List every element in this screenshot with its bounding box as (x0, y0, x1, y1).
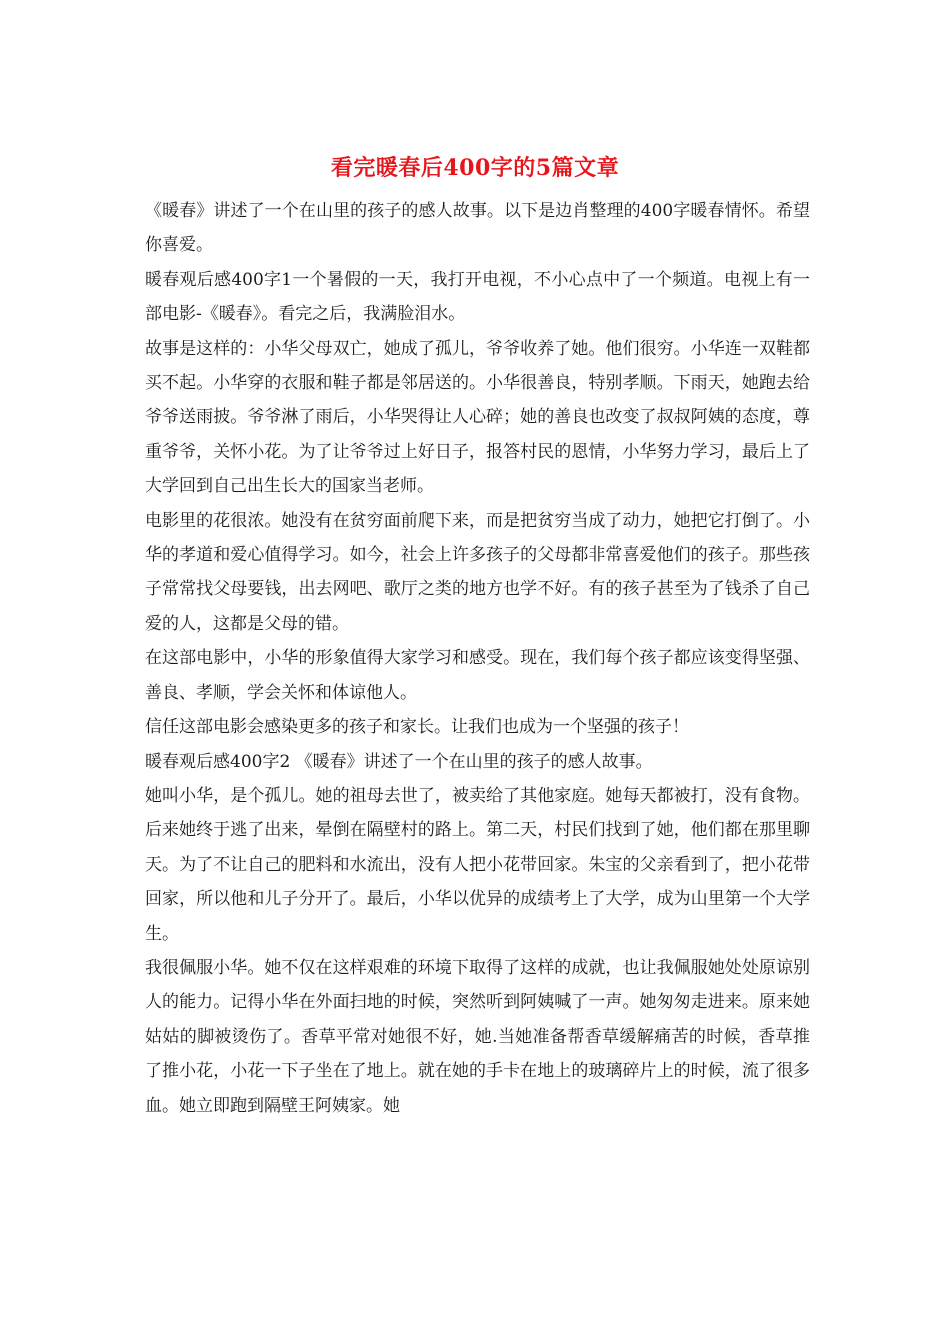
paragraph-essay1-opening: 暖春观后感400字1一个暑假的一天，我打开电视，不小心点中了一个频道。电视上有一部电影-《暖春》。看完之后，我满脸泪水。 (145, 269, 810, 325)
paragraph-essay2-story: 她叫小华，是个孤儿。她的祖母去世了，被卖给了其他家庭。她每天都被打，没有食物。后来她终于逃了出来，晕倒在隔壁村的路上。第二天，村民们找到了她，他们都在那里聊天。为了不让自己的肥料和水流出，没有人把小花带回家。朱宝的父亲看到了，把小花带回家，所以他和儿子分开了。最后，小华以优异的成绩考上了大学，成为山里第一个大学生。 (145, 785, 810, 944)
paragraph-intro: 《暖春》讲述了一个在山里的孩子的感人故事。以下是边肖整理的400字暖春情怀。希望你喜爱。 (145, 201, 810, 256)
paragraph-essay1-reflection: 电影里的花很浓。她没有在贫穷面前爬下来，而是把贫穷当成了动力，她把它打倒了。小华的孝道和爱心值得学习。如今，社会上许多孩子的父母都非常喜爱他们的孩子。那些孩子常常找父母要钱，出去网吧、歌厅之类的地方也学不好。有的孩子甚至为了钱杀了自己爱的人，这都是父母的错。 (145, 510, 810, 634)
paragraph-essay1-lesson: 在这部电影中，小华的形象值得大家学习和感受。现在，我们每个孩子都应该变得坚强、善良、孝顺，学会关怀和体谅他人。 (145, 648, 810, 703)
paragraph-essay2-opening: 暖春观后感400字2 《暖春》讲述了一个在山里的孩子的感人故事。 (145, 751, 653, 772)
paragraph-essay2-reflection: 我很佩服小华。她不仅在这样艰难的环境下取得了这样的成就，也让我佩服她处处原谅别人的能力。记得小华在外面扫地的时候，突然听到阿姨喊了一声。她匆匆走进来。原来她姑姑的脚被烫伤了。香草平常对她很不好，她.当她准备帮香草缓解痛苦的时候，香草推了推小花，小花一下子坐在了地上。就在她的手卡在地上的玻璃碎片上的时候，流了很多血。她立即跑到隔壁王阿姨家。她 (145, 957, 810, 1116)
document-title: 看完暖春后400字的5篇文章 (330, 155, 620, 181)
paragraph-essay1-closing: 信任这部电影会感染更多的孩子和家长。让我们也成为一个坚强的孩子！ (145, 717, 689, 738)
paragraph-essay1-story: 故事是这样的：小华父母双亡，她成了孤儿，爷爷收养了她。他们很穷。小华连一双鞋都买不起。小华穿的衣服和鞋子都是邻居送的。小华很善良，特别孝顺。下雨天，她跑去给爷爷送雨披。爷爷淋了雨后，小华哭得让人心碎；她的善良也改变了叔叔阿姨的态度，尊重爷爷，关怀小花。为了让爷爷过上好日子，报答村民的恩情，小华努力学习，最后上了大学回到自己出生长大的国家当老师。 (145, 338, 810, 497)
document-body (145, 194, 810, 1123)
